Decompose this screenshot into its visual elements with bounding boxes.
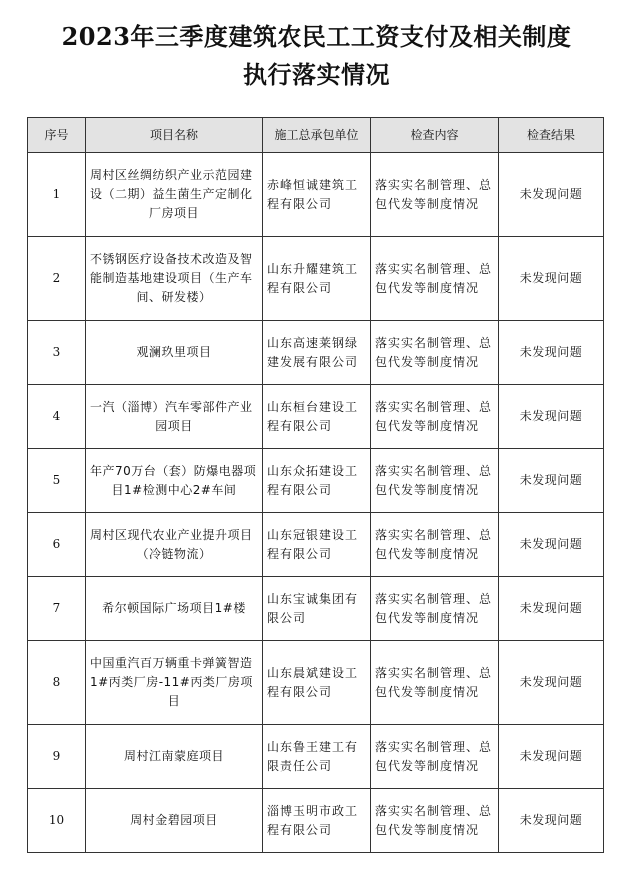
row-no: 2 — [28, 237, 86, 321]
row-no: 5 — [28, 449, 86, 513]
title-line-2: 执行落实情况 — [243, 60, 390, 89]
table-row — [28, 513, 604, 577]
row-project: 希尔顿国际广场项目1#楼 — [86, 577, 263, 641]
table-row — [28, 725, 604, 789]
header-contractor: 施工总承包单位 — [263, 118, 371, 153]
table-row — [28, 789, 604, 853]
row-contractor: 山东桓台建设工程有限公司 — [263, 385, 371, 449]
row-result: 未发现问题 — [499, 449, 604, 513]
row-no: 7 — [28, 577, 86, 641]
row-project: 中国重汽百万辆重卡弹簧智造1#丙类厂房-11#丙类厂房项目 — [86, 641, 263, 725]
row-no: 3 — [28, 321, 86, 385]
row-content: 落实实名制管理、总包代发等制度情况 — [371, 725, 499, 789]
row-content: 落实实名制管理、总包代发等制度情况 — [371, 385, 499, 449]
row-content: 落实实名制管理、总包代发等制度情况 — [371, 321, 499, 385]
row-result: 未发现问题 — [499, 725, 604, 789]
row-result: 未发现问题 — [499, 789, 604, 853]
table-header-row — [28, 118, 604, 153]
table-row — [28, 577, 604, 641]
row-result: 未发现问题 — [499, 577, 604, 641]
row-no: 4 — [28, 385, 86, 449]
header-no: 序号 — [28, 118, 86, 153]
title-line-1: 2023年三季度建筑农民工工资支付及相关制度 — [61, 22, 572, 51]
row-project: 一汽（淄博）汽车零部件产业园项目 — [86, 385, 263, 449]
row-project: 周村金碧园项目 — [86, 789, 263, 853]
row-contractor: 山东高速莱钢绿建发展有限公司 — [263, 321, 371, 385]
row-contractor: 山东众拓建设工程有限公司 — [263, 449, 371, 513]
row-project: 周村区现代农业产业提升项目（冷链物流） — [86, 513, 263, 577]
row-project: 不锈钢医疗设备技术改造及智能制造基地建设项目（生产车间、研发楼） — [86, 237, 263, 321]
header-project: 项目名称 — [86, 118, 263, 153]
row-no: 6 — [28, 513, 86, 577]
row-project: 周村江南蒙庭项目 — [86, 725, 263, 789]
row-content: 落实实名制管理、总包代发等制度情况 — [371, 449, 499, 513]
table-row — [28, 449, 604, 513]
row-content: 落实实名制管理、总包代发等制度情况 — [371, 577, 499, 641]
document-title — [0, 18, 633, 94]
row-project: 周村区丝绸纺织产业示范园建设（二期）益生菌生产定制化厂房项目 — [86, 153, 263, 237]
row-contractor: 山东鲁王建工有限责任公司 — [263, 725, 371, 789]
row-content: 落实实名制管理、总包代发等制度情况 — [371, 641, 499, 725]
row-no: 9 — [28, 725, 86, 789]
table-row — [28, 237, 604, 321]
row-content: 落实实名制管理、总包代发等制度情况 — [371, 513, 499, 577]
row-result: 未发现问题 — [499, 641, 604, 725]
row-result: 未发现问题 — [499, 513, 604, 577]
row-content: 落实实名制管理、总包代发等制度情况 — [371, 153, 499, 237]
row-contractor: 山东升耀建筑工程有限公司 — [263, 237, 371, 321]
row-contractor: 山东晨斌建设工程有限公司 — [263, 641, 371, 725]
table-row — [28, 641, 604, 725]
row-content: 落实实名制管理、总包代发等制度情况 — [371, 789, 499, 853]
row-contractor: 淄博玉明市政工程有限公司 — [263, 789, 371, 853]
row-contractor: 赤峰恒诚建筑工程有限公司 — [263, 153, 371, 237]
row-no: 10 — [28, 789, 86, 853]
row-contractor: 山东宝诚集团有限公司 — [263, 577, 371, 641]
row-no: 8 — [28, 641, 86, 725]
row-project: 观澜玖里项目 — [86, 321, 263, 385]
row-content: 落实实名制管理、总包代发等制度情况 — [371, 237, 499, 321]
table-row — [28, 385, 604, 449]
table-row — [28, 153, 604, 237]
inspection-table — [27, 117, 604, 853]
row-result: 未发现问题 — [499, 385, 604, 449]
row-contractor: 山东冠银建设工程有限公司 — [263, 513, 371, 577]
row-result: 未发现问题 — [499, 237, 604, 321]
header-content: 检查内容 — [371, 118, 499, 153]
table-row — [28, 321, 604, 385]
row-result: 未发现问题 — [499, 321, 604, 385]
row-project: 年产70万台（套）防爆电器项目1#检测中心2#车间 — [86, 449, 263, 513]
row-result: 未发现问题 — [499, 153, 604, 237]
row-no: 1 — [28, 153, 86, 237]
header-result: 检查结果 — [499, 118, 604, 153]
